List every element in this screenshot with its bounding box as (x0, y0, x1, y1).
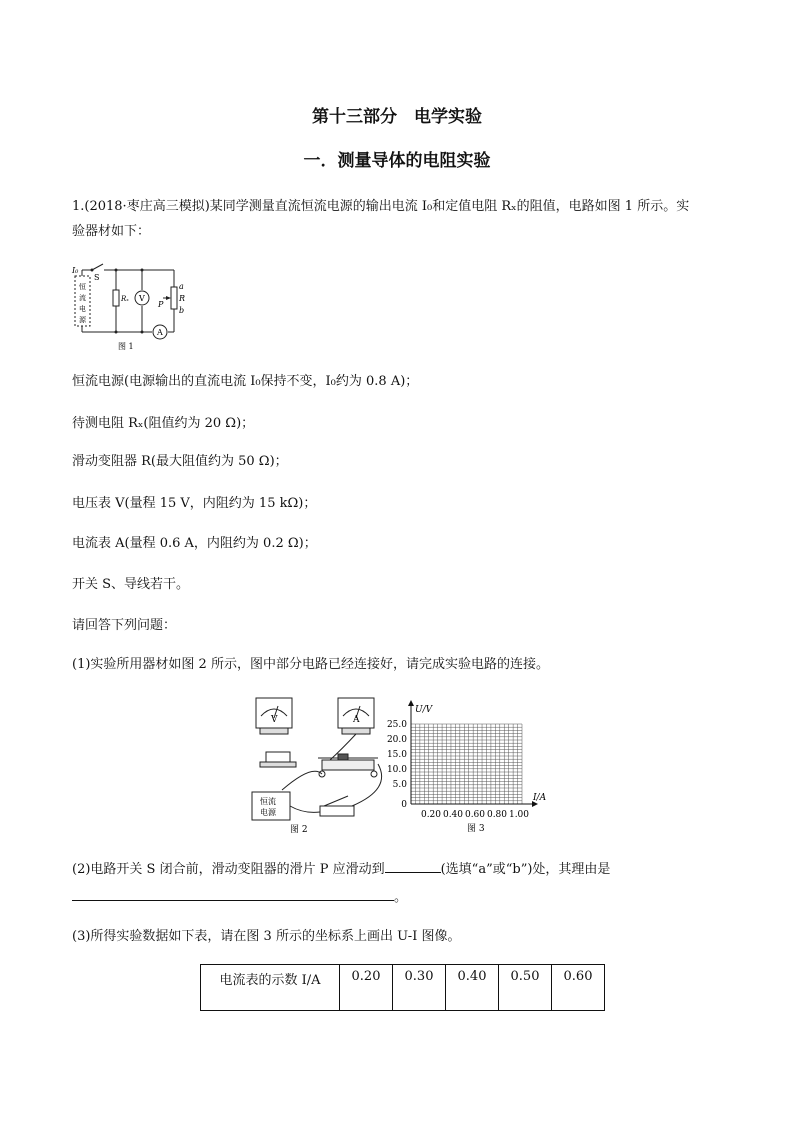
fig3-x-tick: 0.80 (486, 810, 508, 820)
section-title: 一．测量导体的电阻实验 (303, 151, 491, 171)
table-cell: 0.20 (340, 965, 393, 1011)
figure3-caption: 图 3 (467, 824, 485, 834)
figure1-circuit (70, 262, 200, 352)
fig2-voltmeter-label: V (271, 715, 278, 725)
table-cell: 0.40 (446, 965, 499, 1011)
material-item: 电流表 A(量程 0.6 A，内阻约为 0.2 Ω)； (72, 536, 317, 551)
fig1-label-b: b (179, 306, 185, 315)
fig3-x-tick: 1.00 (508, 810, 530, 820)
table-header-cell: 电流表的示数 I/A (201, 965, 340, 1011)
fig1-source-char-1: 恒 (79, 283, 86, 291)
question-2-text-a: (2)电路开关 S 闭合前，滑动变阻器的滑片 P 应滑动到 (72, 862, 385, 877)
fig3-x-axis-label: I/A (533, 793, 547, 803)
question-2-text-b: (选填“a”或“b”)处，其理由是 (440, 862, 611, 877)
fig1-label-a: a (179, 282, 184, 291)
question-2 (72, 858, 610, 881)
fig3-y-tick: 20.0 (386, 735, 407, 745)
fig1-label-i0: I₀ (72, 266, 79, 275)
figure2-apparatus (242, 694, 392, 834)
material-item: 恒流电源(电源输出的直流电流 I₀保持不变，I₀约为 0.8 A)； (72, 374, 419, 389)
table-cell: 0.30 (393, 965, 446, 1011)
fig2-source-line2: 电源 (260, 808, 276, 817)
material-item: 电压表 V(量程 15 V，内阻约为 15 kΩ)； (72, 496, 317, 511)
fig1-source-char-4: 源 (79, 316, 86, 324)
table-row (201, 965, 605, 1011)
fig1-source-char-3: 电 (79, 305, 86, 313)
question-3: (3)所得实验数据如下表，请在图 3 所示的坐标系上画出 U-I 图像。 (72, 929, 461, 944)
fig1-label-ammeter: A (157, 328, 163, 337)
fig2-source-line1: 恒流 (260, 797, 276, 806)
question-2-reason (72, 886, 407, 909)
fig1-label-p: P (158, 300, 164, 309)
figure3-ui-grid (383, 694, 563, 834)
material-item: 待测电阻 Rₓ(阻值约为 20 Ω)； (72, 416, 255, 431)
table-cell: 0.60 (552, 965, 605, 1011)
fig3-y-axis-label: U/V (415, 705, 433, 715)
figure1-caption: 图 1 (118, 342, 134, 351)
question-prompt: 请回答下列问题： (72, 618, 177, 633)
fig1-source-char-2: 流 (79, 294, 86, 302)
fig1-label-r: R (179, 294, 186, 303)
fig3-y-tick: 25.0 (386, 720, 407, 730)
fig3-y-tick: 15.0 (386, 750, 407, 760)
fig1-label-s: S (94, 273, 100, 282)
fig3-x-tick: 0.20 (420, 810, 442, 820)
table-cell: 0.50 (499, 965, 552, 1011)
question-1: (1)实验所用器材如图 2 所示，图中部分电路已经连接好，请完成实验电路的连接。 (72, 657, 549, 672)
question-intro-line1: 1.(2018·枣庄高三模拟)某同学测量直流恒流电源的输出电流 I₀和定值电阻 Rₓ的阻值，电路如图 1 所示。实 (72, 199, 690, 214)
figure2-caption: 图 2 (290, 825, 308, 834)
fig3-y-tick: 5.0 (392, 780, 407, 790)
material-item: 滑动变阻器 R(最大阻值约为 50 Ω)； (72, 454, 288, 469)
fig3-x-tick: 0.40 (442, 810, 464, 820)
fig1-label-v: V (139, 294, 145, 303)
data-table (200, 964, 605, 1011)
fig2-ammeter-label: A (353, 715, 360, 725)
fig3-grid-lines (411, 724, 522, 804)
fig1-label-rx: Rₓ (121, 295, 129, 303)
answer-blank-position[interactable] (385, 858, 441, 873)
fig3-y-tick: 10.0 (386, 765, 407, 775)
answer-blank-reason[interactable] (72, 886, 394, 901)
page-title: 第十三部分 电学实验 (312, 107, 482, 127)
fig3-x-tick: 0.60 (464, 810, 486, 820)
question-intro-line2: 验器材如下： (72, 224, 151, 239)
question-2-end: 。 (394, 890, 408, 905)
fig3-y-tick: 0 (401, 800, 407, 810)
material-item: 开关 S、导线若干。 (72, 577, 190, 592)
